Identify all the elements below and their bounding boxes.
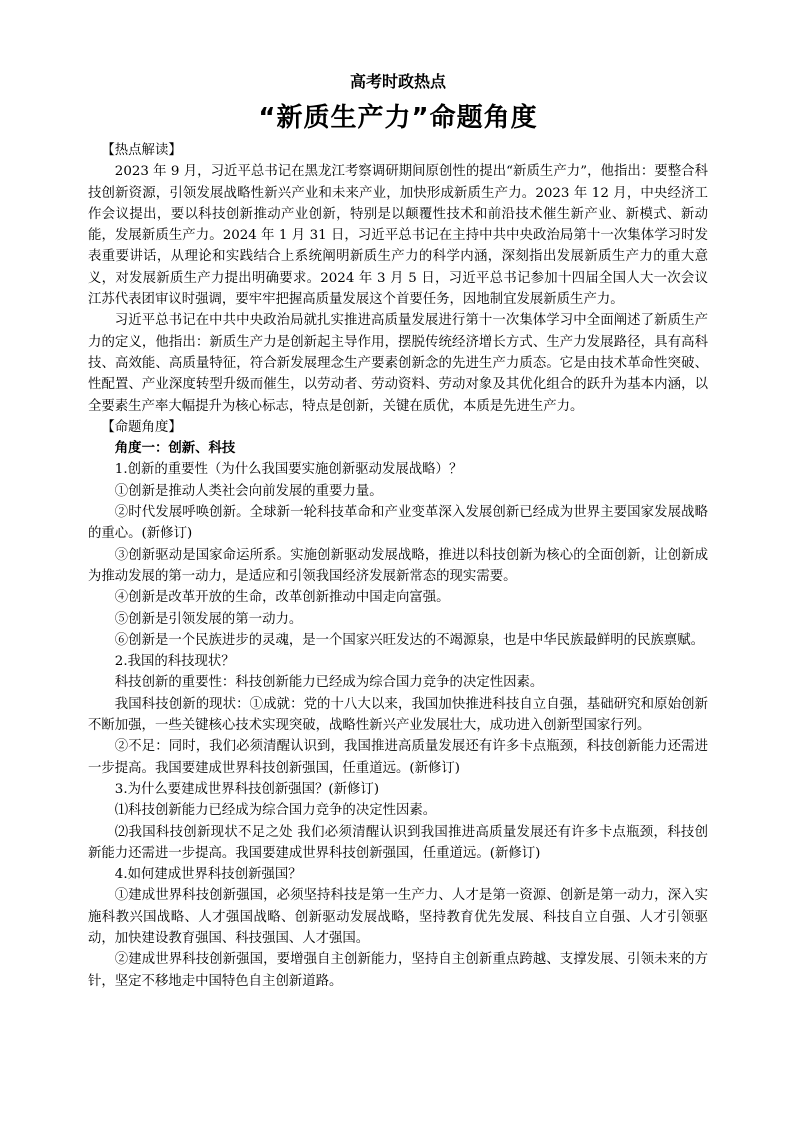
question: 1.创新的重要性（为什么我国要实施创新驱动发展战略）？ — [114, 462, 463, 478]
answer-item: ⑥创新是一个民族进步的灵魂，是一个国家兴旺发达的不竭源泉，也是中华民族最鲜明的民族禀赋。 — [114, 632, 704, 648]
section-heading-hot: 【热点解读】 — [101, 143, 182, 158]
answer-item: ③创新驱动是国家命运所系。实施创新驱动发展战略，推进以科技创新为核心的全面创新，让创新成为推动发展的第一动力，是适应和引领我国经济发展新常态的现实需要。 — [88, 547, 708, 584]
answer-item: 科技创新的重要性：科技创新能力已经成为综合国力竞争的决定性因素。 — [114, 675, 544, 691]
answer-item: ①建成世界科技创新强国，必须坚持科技是第一生产力、人才是第一资源、创新是第一动力，深入实施科教兴国战略、人才强国战略、创新驱动发展战略，坚持教育优先发展、科技自立自强、人才引领驱动，加快建设教育强国、科技强国、人才强国。 — [88, 888, 708, 946]
document-title: “新质生产力”命题角度 — [258, 103, 538, 133]
answer-item: ②时代发展呼唤创新。全球新一轮科技革命和产业变革深入发展创新已经成为世界主要国家发展战略的重心。(新修订) — [88, 505, 708, 542]
answer-item: ⑴科技创新能力已经成为综合国力竞争的决定性因素。 — [114, 803, 437, 819]
answer-item: ⑵我国科技创新现状不足之处 我们必须清醒认识到我国推进高质量发展还有许多卡点瓶颈，科技创新能力还需进一步提高。我国要建成世界科技创新强国，任重道远。(新修订) — [88, 824, 708, 861]
angle-heading: 角度一：创新、科技 — [114, 441, 236, 457]
answer-item: ①创新是推动人类社会向前发展的重要力量。 — [114, 483, 383, 499]
answer-item: 我国科技创新的现状：①成就：党的十八大以来，我国加快推进科技自立自强，基础研究和原始创新不断加强，一些关键核心技术实现突破，战略性新兴产业发展壮大，成功进入创新型国家行列。 — [88, 696, 708, 734]
document-page — [88, 70, 708, 992]
question: 3.为什么要建成世界科技创新强国？(新修订) — [114, 781, 380, 797]
answer-item: ②建成世界科技创新强国，要增强自主创新能力，坚持自主创新重点跨越、支撑发展、引领未来的方针，坚定不移地走中国特色自主创新道路。 — [88, 952, 708, 989]
section-heading-angles: 【命题角度】 — [101, 419, 182, 435]
paragraph: 2023 年 9 月，习近平总书记在黑龙江考察调研期间原创性的提出“新质生产力”，他指出：要整合科技创新资源，引领发展战略性新兴产业和未来产业，加快形成新质生产力。2023 年 12 月，中央经济工作会议提出，要以科技创新推动产业创新，特别是以颠覆性技术和前沿技术催生新产业、新模式、新动能，发展新质生产力。2024 年 1 月 31 日，习近平总书记在主持中共中央政治局第十一次集体学习时发表重要讲话，从理论和实践结合上系统阐明新质生产力的科学内涵，深刻指出发展新质生产力的重大意义，对发展新质生产力提出明确要求。2024 年 3 月 5 日，习近平总书记参加十四届全国人大一次会议江苏代表团审议时强调，要牢牢把握高质量发展这个首要任务，因地制宜发展新质生产力。 — [88, 164, 708, 308]
answer-item: ②不足：同时，我们必须清醒认识到，我国推进高质量发展还有许多卡点瓶颈，科技创新能力还需进一步提高。我国要建成世界科技创新强国，任重道远。(新修订) — [88, 739, 708, 776]
answer-item: ⑤创新是引领发展的第一动力。 — [114, 611, 303, 627]
question: 4.如何建成世界科技创新强国？ — [114, 867, 302, 883]
document-subtitle: 高考时政热点 — [349, 72, 446, 91]
question: 2.我国的科技现状？ — [114, 654, 235, 670]
paragraph: 习近平总书记在中共中央政治局就扎实推进高质量发展进行第十一次集体学习中全面阐述了新质生产力的定义，他指出：新质生产力是创新起主导作用，摆脱传统经济增长方式、生产力发展路径，具有高科技、高效能、高质量特征，符合新发展理念生产要素创新念的先进生产力质态。它是由技术革命性突破、性配置、产业深度转型升级而催生，以劳动者、劳动资料、劳动对象及其优化组合的跃升为基本内涵，以全要素生产率大幅提升为核心标志，特点是创新，关键在质优，本质是先进生产力。 — [88, 313, 708, 414]
answer-item: ④创新是改革开放的生命，改革创新推动中国走向富强。 — [114, 590, 450, 606]
